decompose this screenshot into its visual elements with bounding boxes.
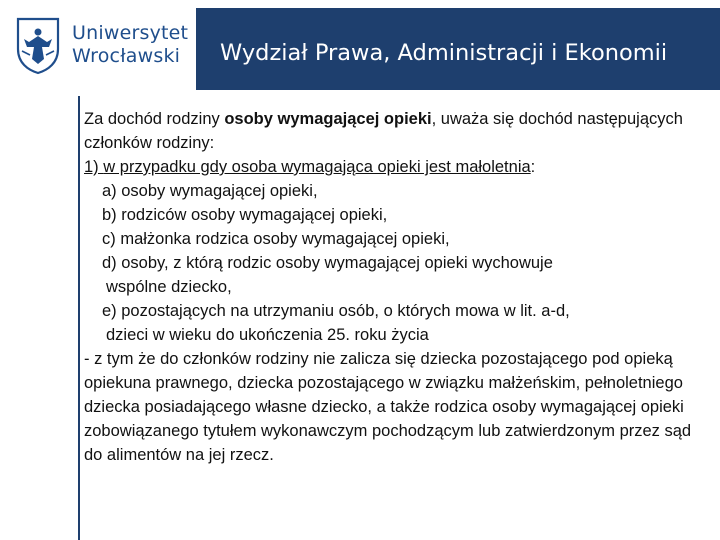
point-1	[84, 155, 714, 179]
point-1-text: w przypadku gdy osoba wymagająca opieki jest małoletnia	[103, 158, 531, 176]
university-eagle-crest-icon	[10, 15, 66, 75]
intro-paragraph	[84, 107, 714, 155]
intro-pre: Za dochód rodziny	[84, 110, 225, 128]
university-name	[72, 22, 188, 68]
intro-post: , uważa się dochód następujących członków rodziny:	[84, 110, 683, 152]
university-logo	[10, 14, 195, 76]
header-band	[196, 8, 720, 90]
list-item-b: b) rodziców osoby wymagającej opieki,	[102, 206, 388, 224]
closing-paragraph: - z tym że do członków rodziny nie zalicza się dziecka pozostającego pod opieką opiekuna prawnego, dziecka pozostającego w związku małżeńskim, pełnoletniego dziecka posiadającego własne dziecko, a także rodzica osoby wymagającej opieki zobowiązanego tytułem wykonawczym pochodzącym lub zatwierdzonym przez sąd do alimentów na jej rzecz.	[84, 350, 692, 464]
point-1-colon: :	[530, 158, 536, 176]
logo-line-1: Uniwersytet	[72, 22, 189, 44]
list-item-a: a) osoby wymagającej opieki,	[102, 182, 318, 200]
point-1-number: 1)	[84, 158, 104, 176]
list-item-e-continuation: dzieci w wieku do ukończenia 25. roku życia	[106, 326, 429, 344]
left-divider	[78, 96, 80, 540]
faculty-title: Wydział Prawa, Administracji i Ekonomii	[220, 40, 668, 66]
logo-line-2: Wrocławski	[72, 45, 181, 67]
list-item-e: e) pozostających na utrzymaniu osób, o których mowa w lit. a-d,	[102, 302, 570, 320]
list-item-d: d) osoby, z którą rodzic osoby wymagającej opieki wychowuje	[102, 254, 553, 272]
list-item-d-continuation: wspólne dziecko,	[106, 278, 232, 296]
list-item-c: c) małżonka rodzica osoby wymagającej opieki,	[102, 230, 450, 248]
intro-bold: osoby wymagającej opieki	[224, 110, 432, 128]
slide-body	[84, 107, 714, 467]
